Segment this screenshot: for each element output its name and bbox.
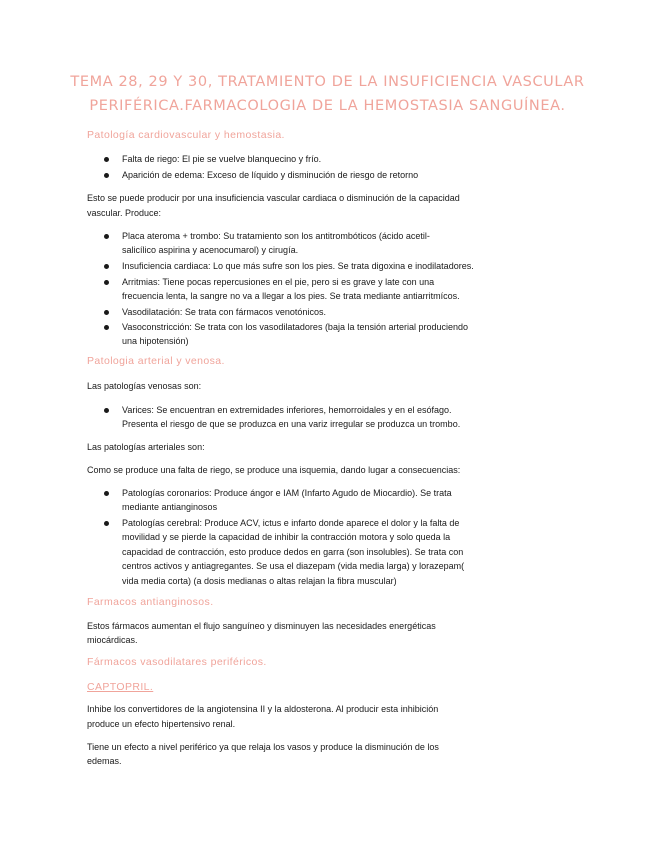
bullet-icon — [104, 325, 109, 330]
paragraph-line: Como se produce una falta de riego, se produce una isquemia, dando lugar a consecuencias: — [87, 465, 461, 475]
list-item: Patologías cerebral: Produce ACV, ictus e infarto donde aparece el dolor y la falta de — [122, 518, 460, 528]
bullet-icon — [104, 491, 109, 496]
page-title-line-2: PERIFÉRICA.FARMACOLOGIA DE LA HEMOSTASIA SANGUÍNEA. — [89, 98, 566, 114]
list-item: Arritmias: Tiene pocas repercusiones en el pie, pero si es grave y late con una — [122, 277, 435, 287]
paragraph-line: Las patologías venosas son: — [87, 381, 202, 391]
paragraph-line: miocárdicas. — [87, 635, 138, 645]
paragraph-line: Estos fármacos aumentan el flujo sanguíneo y disminuyen las necesidades energéticas — [87, 621, 436, 631]
paragraph-line: Esto se puede producir por una insuficiencia vascular cardiaca o disminución de la capacidad — [87, 193, 460, 203]
list-item-continuation: vida media corta) (a dosis medianas o altas relajan la fibra muscular) — [122, 576, 397, 586]
bullet-icon — [104, 280, 109, 285]
list-item: Vasodilatación: Se trata con fármacos venotónicos. — [122, 307, 326, 317]
list-item: Vasoconstricción: Se trata con los vasodilatadores (baja la tensión arterial produciendo — [122, 322, 469, 332]
paragraph-line: Tiene un efecto a nivel periférico ya que relaja los vasos y produce la disminución de los — [87, 742, 439, 752]
paragraph-line: vascular. Produce: — [87, 208, 162, 218]
section-heading-captopril: CAPTOPRIL. — [87, 681, 154, 693]
section-heading-vasodilatadores: Fármacos vasodilatares periféricos. — [87, 656, 267, 668]
bullet-icon — [104, 408, 109, 413]
bullet-icon — [104, 234, 109, 239]
bullet-icon — [104, 264, 109, 269]
list-item-continuation: capacidad de contracción, esto produce dedos en garra (son insolubles). Se trata con — [122, 547, 464, 557]
list-item-continuation: mediante antianginosos — [122, 502, 218, 512]
bullet-icon — [104, 173, 109, 178]
page-title-line-1: TEMA 28, 29 Y 30, TRATAMIENTO DE LA INSUFICIENCIA VASCULAR — [70, 74, 585, 90]
list-item: Placa ateroma + trombo: Su tratamiento son los antitrombóticos (ácido acetil- — [122, 231, 430, 241]
list-item-continuation: una hipotensión) — [122, 336, 189, 346]
list-item: Aparición de edema: Exceso de líquido y disminución de riesgo de retorno — [122, 170, 419, 180]
list-item: Falta de riego: El pie se vuelve blanquecino y frío. — [122, 154, 322, 164]
list-item: Varices: Se encuentran en extremidades inferiores, hemorroidales y en el esófago. — [122, 405, 452, 415]
bullet-icon — [104, 310, 109, 315]
paragraph-line: produce un efecto hipertensivo renal. — [87, 719, 236, 729]
bullet-icon — [104, 521, 109, 526]
paragraph-line: Inhibe los convertidores de la angiotensina II y la aldosterona. Al producir esta inhibición — [87, 704, 439, 714]
list-item: Patologías coronarios: Produce ángor e IAM (Infarto Agudo de Miocardio). Se trata — [122, 488, 452, 498]
list-item-continuation: centros activos y antiagregantes. Se usa el diazepam (vida media larga) y lorazepam( — [122, 561, 465, 571]
paragraph-line: edemas. — [87, 756, 122, 766]
paragraph-line: Las patologías arteriales son: — [87, 442, 205, 452]
list-item-continuation: Presenta el riesgo de que se produzca en una variz irregular se produzca un trombo. — [122, 419, 461, 429]
section-heading-antianginosos: Farmacos antianginosos. — [87, 596, 214, 608]
list-item-continuation: salicílico aspirina y acenocumarol) y cirugía. — [122, 245, 299, 255]
list-item-continuation: movilidad y se pierde la capacidad de inhibir la contracción motora y solo queda la — [122, 532, 451, 542]
bullet-icon — [104, 157, 109, 162]
list-item: Insuficiencia cardiaca: Lo que más sufre son los pies. Se trata digoxina e inodilatadores. — [122, 261, 474, 271]
section-heading-cardiovascular: Patología cardiovascular y hemostasia. — [87, 129, 285, 141]
section-heading-arterial-venosa: Patologia arterial y venosa. — [87, 355, 225, 367]
list-item-continuation: frecuencia lenta, la sangre no va a llegar a los pies. Se trata mediante antiarritmícos. — [122, 291, 460, 301]
